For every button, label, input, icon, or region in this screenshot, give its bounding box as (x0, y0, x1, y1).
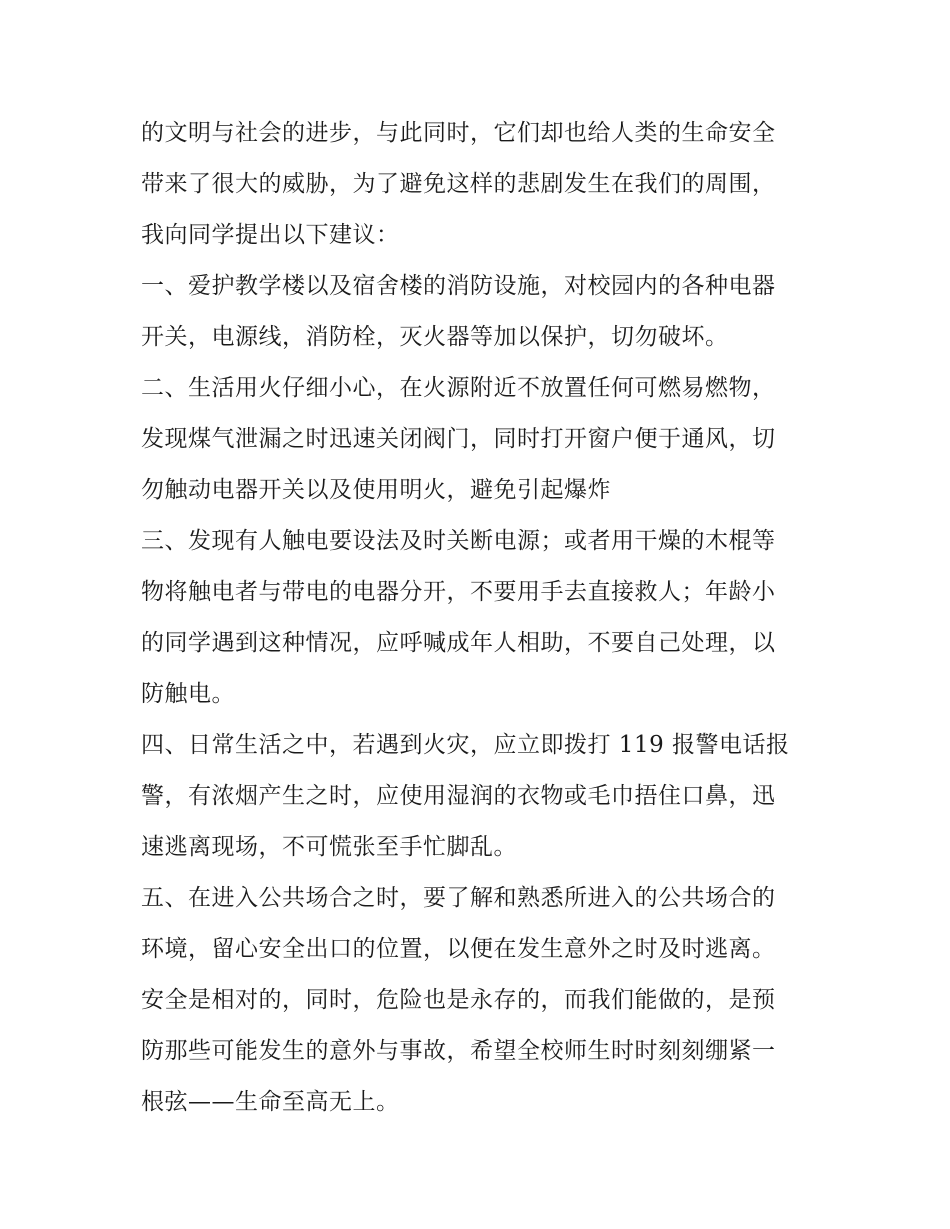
text-line: 发现煤气泄漏之时迅速关闭阀门，同时打开窗户便于通风，切 (141, 426, 776, 452)
text-line: 速逃离现场，不可慌张至手忙脚乱。 (141, 834, 517, 860)
text-line: 的文明与社会的进步，与此同时，它们却也给人类的生命安全 (141, 120, 776, 146)
text-line: 四、日常生活之中，若遇到火灾，应立即拨打 119 报警电话报 (141, 732, 790, 758)
text-line: 一、爱护教学楼以及宿舍楼的消防设施，对校园内的各种电器 (141, 273, 776, 299)
document-body (141, 108, 821, 1128)
text-line: 勿触动电器开关以及使用明火，避免引起爆炸 (141, 477, 611, 503)
text-line: 五、在进入公共场合之时，要了解和熟悉所进入的公共场合的 (141, 885, 776, 911)
text-line: 物将触电者与带电的电器分开，不要用手去直接救人；年龄小 (141, 579, 776, 605)
text-line: 的同学遇到这种情况，应呼喊成年人相助，不要自己处理，以 (141, 630, 776, 656)
text-line: 根弦——生命至高无上。 (141, 1089, 400, 1115)
text-line: 警，有浓烟产生之时，应使用湿润的衣物或毛巾捂住口鼻，迅 (141, 783, 776, 809)
text-line: 我向同学提出以下建议： (141, 222, 400, 248)
text-line: 防触电。 (141, 681, 235, 707)
text-line: 环境，留心安全出口的位置，以便在发生意外之时及时逃离。 (141, 936, 776, 962)
text-line: 安全是相对的，同时，危险也是永存的，而我们能做的，是预 (141, 987, 776, 1013)
text-line: 二、生活用火仔细小心，在火源附近不放置任何可燃易燃物， (141, 375, 776, 401)
text-line: 开关，电源线，消防栓，灭火器等加以保护，切勿破坏。 (141, 324, 729, 350)
text-line: 防那些可能发生的意外与事故，希望全校师生时时刻刻绷紧一 (141, 1038, 776, 1064)
text-line: 三、发现有人触电要设法及时关断电源；或者用干燥的木棍等 (141, 528, 776, 554)
text-line: 带来了很大的威胁，为了避免这样的悲剧发生在我们的周围， (141, 171, 776, 197)
